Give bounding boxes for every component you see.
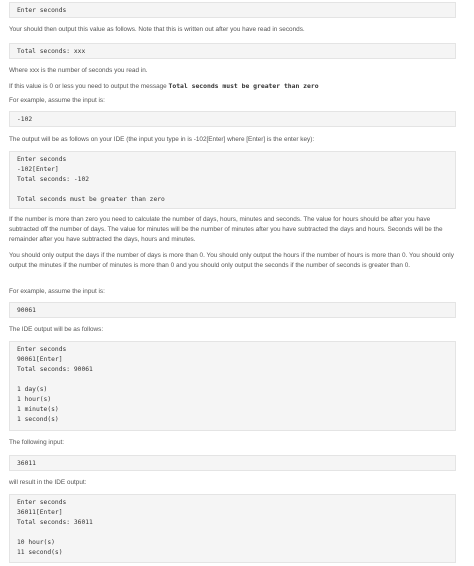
code-input-2: 90061: [9, 302, 456, 318]
paragraph-result-3: will result in the IDE output:: [9, 479, 87, 486]
code-input-1: -102: [9, 111, 456, 127]
paragraph-where-xxx: Where xxx is the number of seconds you read in.: [9, 67, 148, 74]
paragraph-example-2: For example, assume the input is:: [9, 288, 105, 295]
paragraph-ide-output-1: The output will be as follows on your IDE (the input you type in is -102[Enter] where [Enter] is the enter key):: [9, 136, 315, 143]
paragraph-example-1: For example, assume the input is:: [9, 97, 105, 104]
paragraph-output-value: Your should then output this value as follows. Note that this is written out after you have read in seconds.: [9, 26, 305, 33]
paragraph-only-output: You should only output the days if the number of days is more than 0. You should only output the hours if the number of hours is more than 0. You should only output the minutes if the number of minutes is more than 0 and you should only output the seconds if the number of seconds is greater than 0.: [9, 252, 454, 269]
paragraph-if-zero-prefix: If this value is 0 or less you need to output the message: [9, 83, 169, 90]
paragraph-positive: If the number is more than zero you need to calculate the number of days, hours, minutes and seconds. The value for hours should be after you have subtracted off the number of days. The value for minutes will be the number of minutes after you have subtracted the days and hours. Seconds will be the remainder after you have subtracted the days, hours and minutes.: [9, 216, 443, 243]
code-output-3: Enter seconds 36011[Enter] Total seconds: 36011 10 hour(s) 11 second(s): [9, 494, 456, 563]
code-input-3: 36011: [9, 455, 456, 471]
code-output-1: Enter seconds -102[Enter] Total seconds: -102 Total seconds must be greater than zero: [9, 151, 456, 209]
code-total-xxx: Total seconds: xxx: [9, 43, 456, 59]
paragraph-ide-output-2: The IDE output will be as follows:: [9, 326, 104, 333]
code-enter-seconds: Enter seconds: [9, 2, 456, 18]
code-output-2: Enter seconds 90061[Enter] Total seconds: 90061 1 day(s) 1 hour(s) 1 minute(s) 1 second(s): [9, 341, 456, 431]
paragraph-following: The following input:: [9, 439, 65, 446]
paragraph-if-zero: [9, 81, 459, 92]
zero-message-code: Total seconds must be greater than zero: [168, 82, 319, 90]
